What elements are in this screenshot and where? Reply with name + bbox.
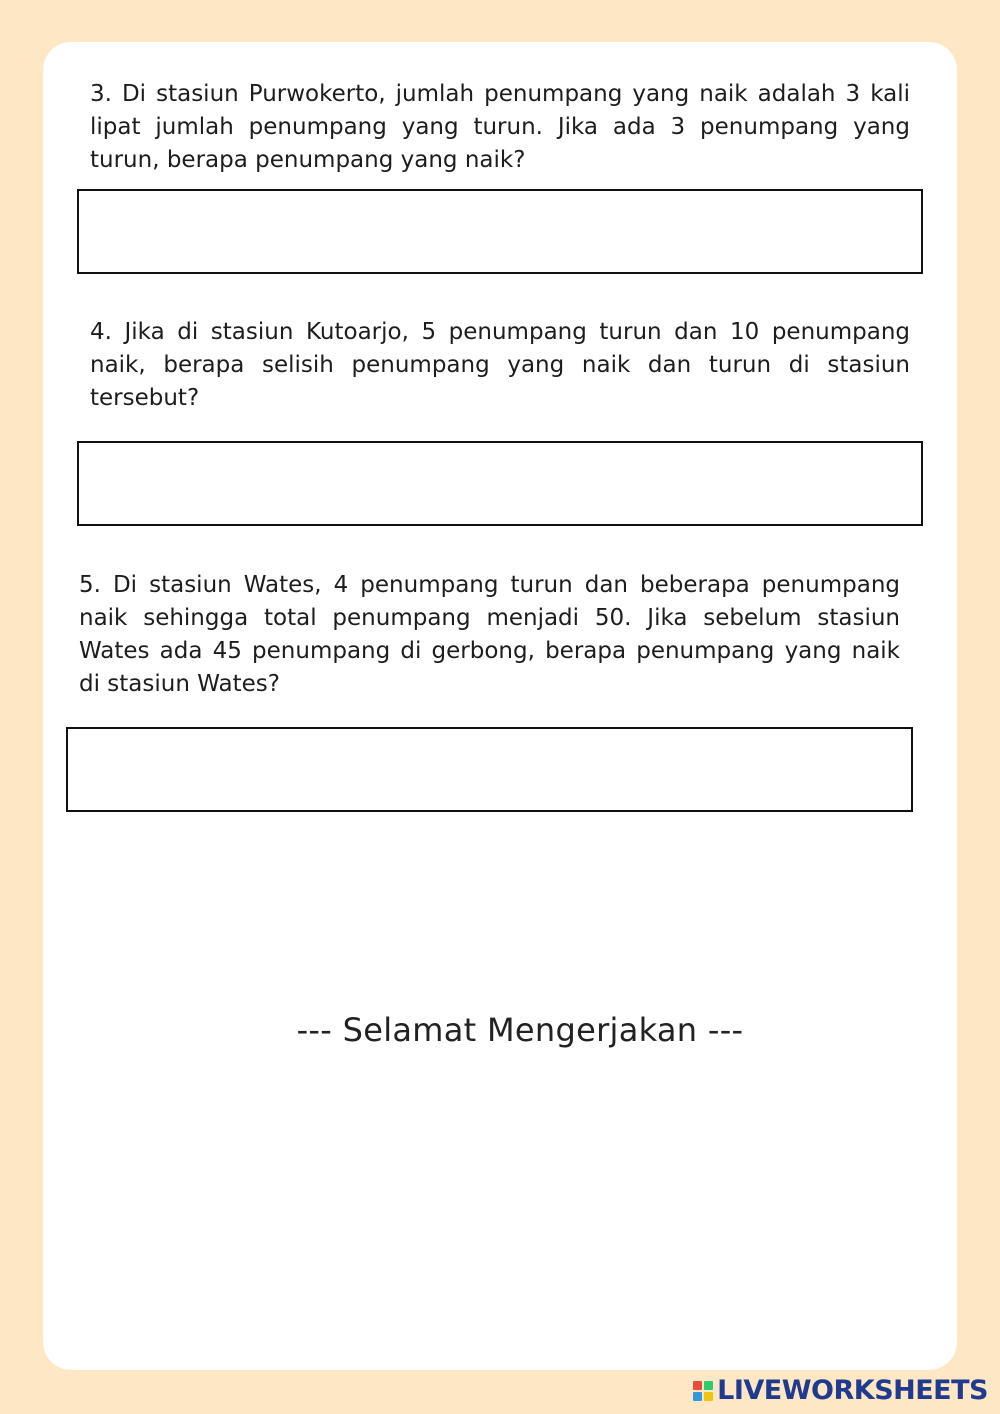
logo-square-blue [693,1392,702,1401]
logo-square-yellow [704,1392,713,1401]
liveworksheets-logo-icon [693,1381,713,1401]
question-5-answer-box[interactable] [66,727,913,812]
closing-message: --- Selamat Mengerjakan --- [296,1011,744,1049]
worksheet-page [43,42,957,1370]
question-3-answer-box[interactable] [77,189,923,274]
logo-square-green [704,1381,713,1390]
question-5-text: 5. Di stasiun Wates, 4 penumpang turun dan beberapa penumpang naik sehingga total penumpang menjadi 50. Jika sebelum stasiun Wates ada 45 penumpang di gerbong, berapa penumpang yang naik di stasiun Wates? [79,572,900,697]
question-4-answer-box[interactable] [77,441,923,526]
question-3-text: 3. Di stasiun Purwokerto, jumlah penumpang yang naik adalah 3 kali lipat jumlah penumpang yang turun. Jika ada 3 penumpang yang turun, berapa penumpang yang naik? [90,81,910,173]
question-4-text: 4. Jika di stasiun Kutoarjo, 5 penumpang turun dan 10 penumpang naik, berapa selisih penumpang yang naik dan turun di stasiun tersebut? [90,319,910,411]
brand-name: LIVEWORKSHEETS [717,1375,988,1406]
liveworksheets-brand [693,1373,988,1409]
logo-square-red [693,1381,702,1390]
